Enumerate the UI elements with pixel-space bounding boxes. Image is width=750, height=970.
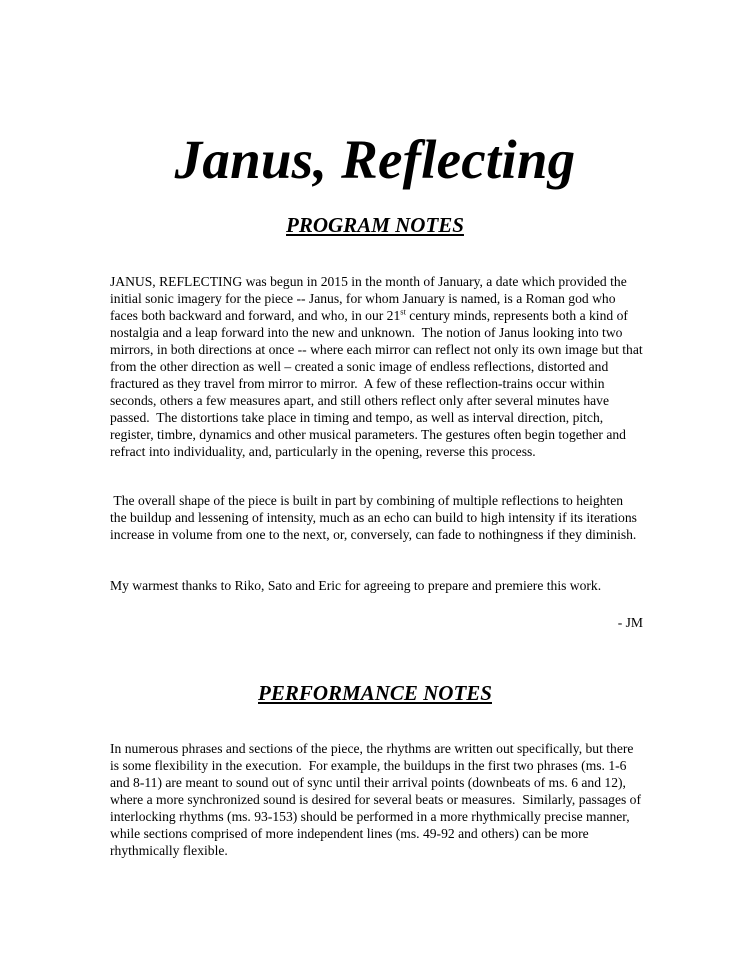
program-notes-paragraph-1 — [110, 273, 647, 461]
section-heading-program-notes-label: PROGRAM NOTES — [286, 213, 464, 237]
section-heading-performance-notes-label: PERFORMANCE NOTES — [258, 681, 492, 705]
section-heading-program-notes — [0, 212, 750, 238]
ordinal-superscript-st: st — [400, 306, 406, 317]
program-notes-paragraph-2: The overall shape of the piece is built in part by combining of multiple reflections to heighten the buildup and lessening of intensity, much as an echo can build to high intensity if its iterations increase in volume from one to the next, or, conversely, can fade to nothingness if they diminish. — [110, 492, 641, 542]
program-notes-paragraph-1-part-a: JANUS, REFLECTING was begun in 2015 in the month of January, a date which provided the initial sonic imagery for the piece -- Janus, for whom January is named, is a Roman god who faces both backward and forward, and who, in our 21 — [110, 273, 631, 323]
section-heading-performance-notes — [0, 680, 750, 706]
author-signature: - JM — [617, 615, 643, 630]
page-title: Janus, Reflecting — [174, 128, 576, 190]
performance-notes-paragraph-1: In numerous phrases and sections of the piece, the rhythms are written out specifically, but there is some flexibility in the execution. For example, the buildups in the first two phrases (ms. 1-6 and 8-11) are meant to sound out of sync until their arrival points (downbeats of ms. 6 and 12), where a more synchronized sound is desired for several beats or measures. Similarly, passages of interlocking rhythms (ms. 93-153) should be performed in a more rhythmically precise manner, while sections comprised of more independent lines (ms. 49-92 and others) can be more rhythmically flexible. — [110, 740, 645, 858]
program-notes-paragraph-1-part-b: century minds, represents both a kind of nostalgia and a leap forward into the new and unknown. The notion of Janus looking into two mirrors, in both directions at once -- where each mirror can reflect not only its own image but that from the other direction as well – created a sonic image of endless reflections, distorted and fractured as they travel from mirror to mirror. A few of these reflection-trains occur within seconds, others a few measures apart, and still others reflect only after several minutes have passed. The distortions take place in timing and tempo, as well as interval direction, pitch, register, timbre, dynamics and other musical parameters. The gestures often begin together and refract into individuality, and, particularly in the opening, reverse this process. — [110, 307, 647, 460]
program-notes-paragraph-3: My warmest thanks to Riko, Sato and Eric for agreeing to prepare and premiere this work. — [110, 577, 602, 593]
